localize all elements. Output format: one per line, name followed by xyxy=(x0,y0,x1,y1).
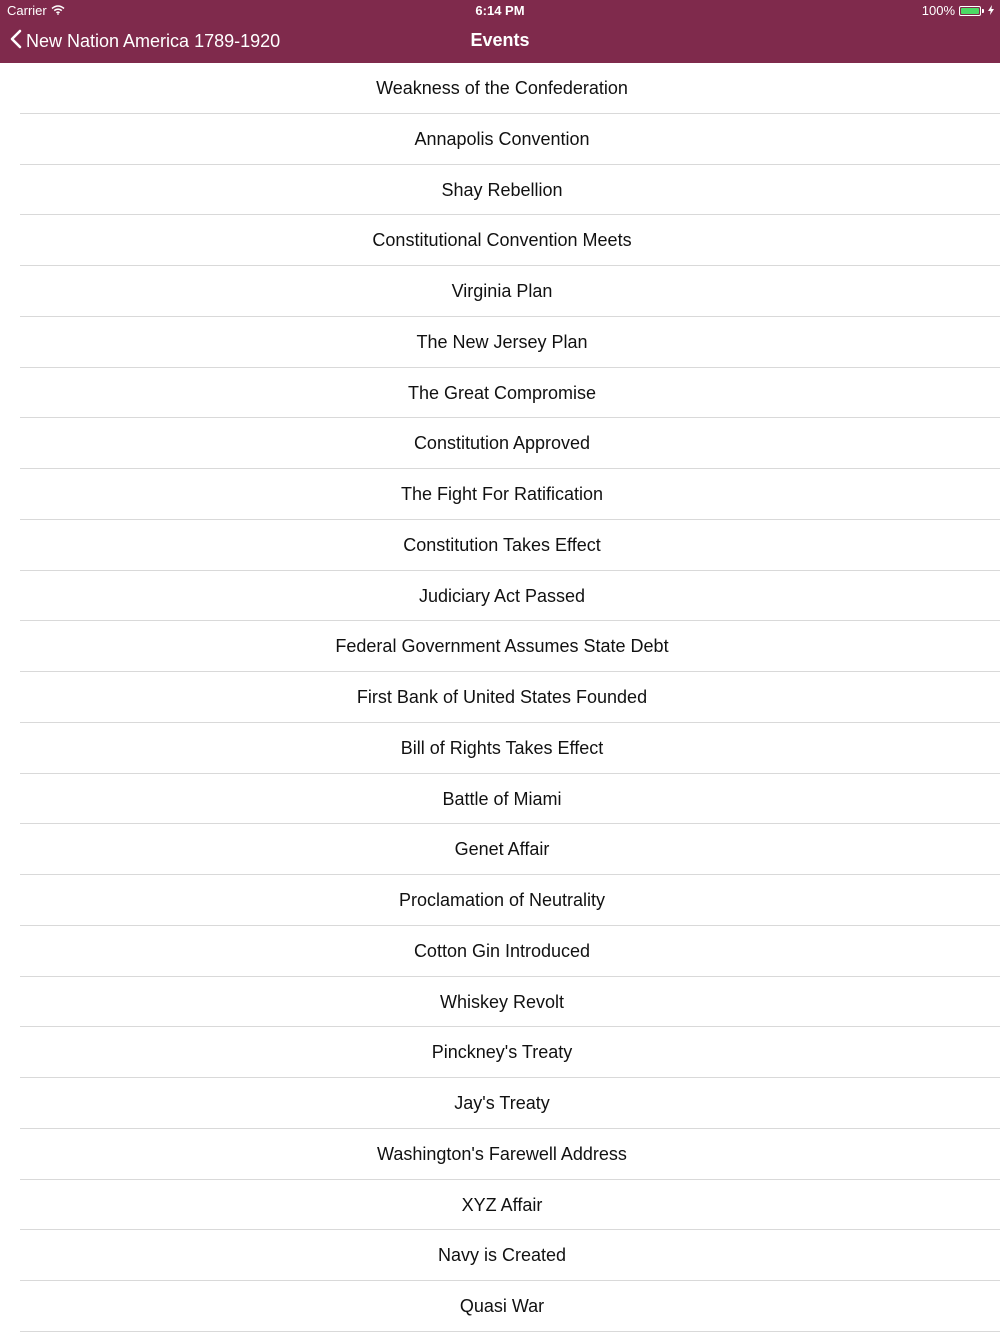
back-button-label: New Nation America 1789-1920 xyxy=(26,31,281,51)
carrier-label: Carrier xyxy=(7,3,47,18)
list-item-label: The Great Compromise xyxy=(407,382,597,403)
list-item-label: Genet Affair xyxy=(454,839,550,860)
list-item[interactable] xyxy=(0,1129,1000,1180)
list-item[interactable] xyxy=(0,774,1000,825)
list-item-label: Quasi War xyxy=(459,1296,545,1316)
battery-percent: 100% xyxy=(921,3,955,18)
list-item-label: Judiciary Act Passed xyxy=(418,585,586,606)
list-item[interactable] xyxy=(0,977,1000,1028)
list-item-label: Bill of Rights Takes Effect xyxy=(400,737,604,758)
list-item[interactable] xyxy=(0,1078,1000,1129)
list-item-label: Constitution Takes Effect xyxy=(403,534,601,555)
list-item-label: Whiskey Revolt xyxy=(439,991,565,1012)
list-item[interactable] xyxy=(0,266,1000,317)
list-item-label: Washington's Farewell Address xyxy=(377,1143,627,1164)
status-right xyxy=(922,3,994,18)
list-item[interactable] xyxy=(0,215,1000,266)
list-item[interactable] xyxy=(0,418,1000,469)
chevron-left-icon xyxy=(10,29,22,54)
list-item[interactable] xyxy=(0,520,1000,571)
list-item[interactable] xyxy=(0,1180,1000,1231)
list-item-label: XYZ Affair xyxy=(461,1194,543,1215)
list-item[interactable] xyxy=(0,621,1000,672)
header xyxy=(0,0,1000,63)
list-item-label: Annapolis Convention xyxy=(414,128,590,149)
status-time: 6:14 PM xyxy=(475,3,525,18)
list-item-label: Weakness of the Confederation xyxy=(376,78,628,98)
status-bar xyxy=(0,0,1000,20)
list-item-label: Cotton Gin Introduced xyxy=(413,940,591,961)
list-item-label: Federal Government Assumes State Debt xyxy=(335,636,669,657)
battery-icon xyxy=(959,6,981,16)
list-item[interactable] xyxy=(0,114,1000,165)
list-item-label: The New Jersey Plan xyxy=(416,331,588,352)
list-item-label: The Fight For Ratification xyxy=(400,484,604,504)
list-item[interactable] xyxy=(0,723,1000,774)
list-item[interactable] xyxy=(0,368,1000,419)
list-item-label: Virginia Plan xyxy=(451,281,553,301)
back-button[interactable] xyxy=(10,29,280,54)
list-item-label: Constitution Approved xyxy=(413,433,591,454)
list-item[interactable] xyxy=(0,672,1000,723)
charging-icon xyxy=(988,3,994,18)
list-item-label: First Bank of United States Founded xyxy=(356,687,648,707)
list-item[interactable] xyxy=(0,571,1000,622)
list-item[interactable] xyxy=(0,317,1000,368)
page-title: Events xyxy=(470,30,530,50)
list-item-label: Shay Rebellion xyxy=(441,179,563,200)
list-item[interactable] xyxy=(0,875,1000,926)
list-item[interactable] xyxy=(0,469,1000,520)
battery-fill xyxy=(961,8,979,14)
list-item-label: Constitutional Convention Meets xyxy=(372,230,632,251)
list-item[interactable] xyxy=(0,824,1000,875)
list-item-label: Proclamation of Neutrality xyxy=(398,890,606,910)
list-item[interactable] xyxy=(0,1281,1000,1332)
navigation-bar xyxy=(0,20,1000,63)
battery-tip xyxy=(982,9,984,13)
list-item-label: Battle of Miami xyxy=(442,788,562,809)
list-item-label: Jay's Treaty xyxy=(454,1093,550,1113)
list-item[interactable] xyxy=(0,1230,1000,1281)
events-list xyxy=(0,63,1000,1332)
list-item[interactable] xyxy=(0,1027,1000,1078)
list-item-label: Pinckney's Treaty xyxy=(431,1042,573,1063)
list-item[interactable] xyxy=(0,63,1000,114)
list-item[interactable] xyxy=(0,165,1000,216)
list-item[interactable] xyxy=(0,926,1000,977)
list-item-label: Navy is Created xyxy=(437,1245,567,1266)
